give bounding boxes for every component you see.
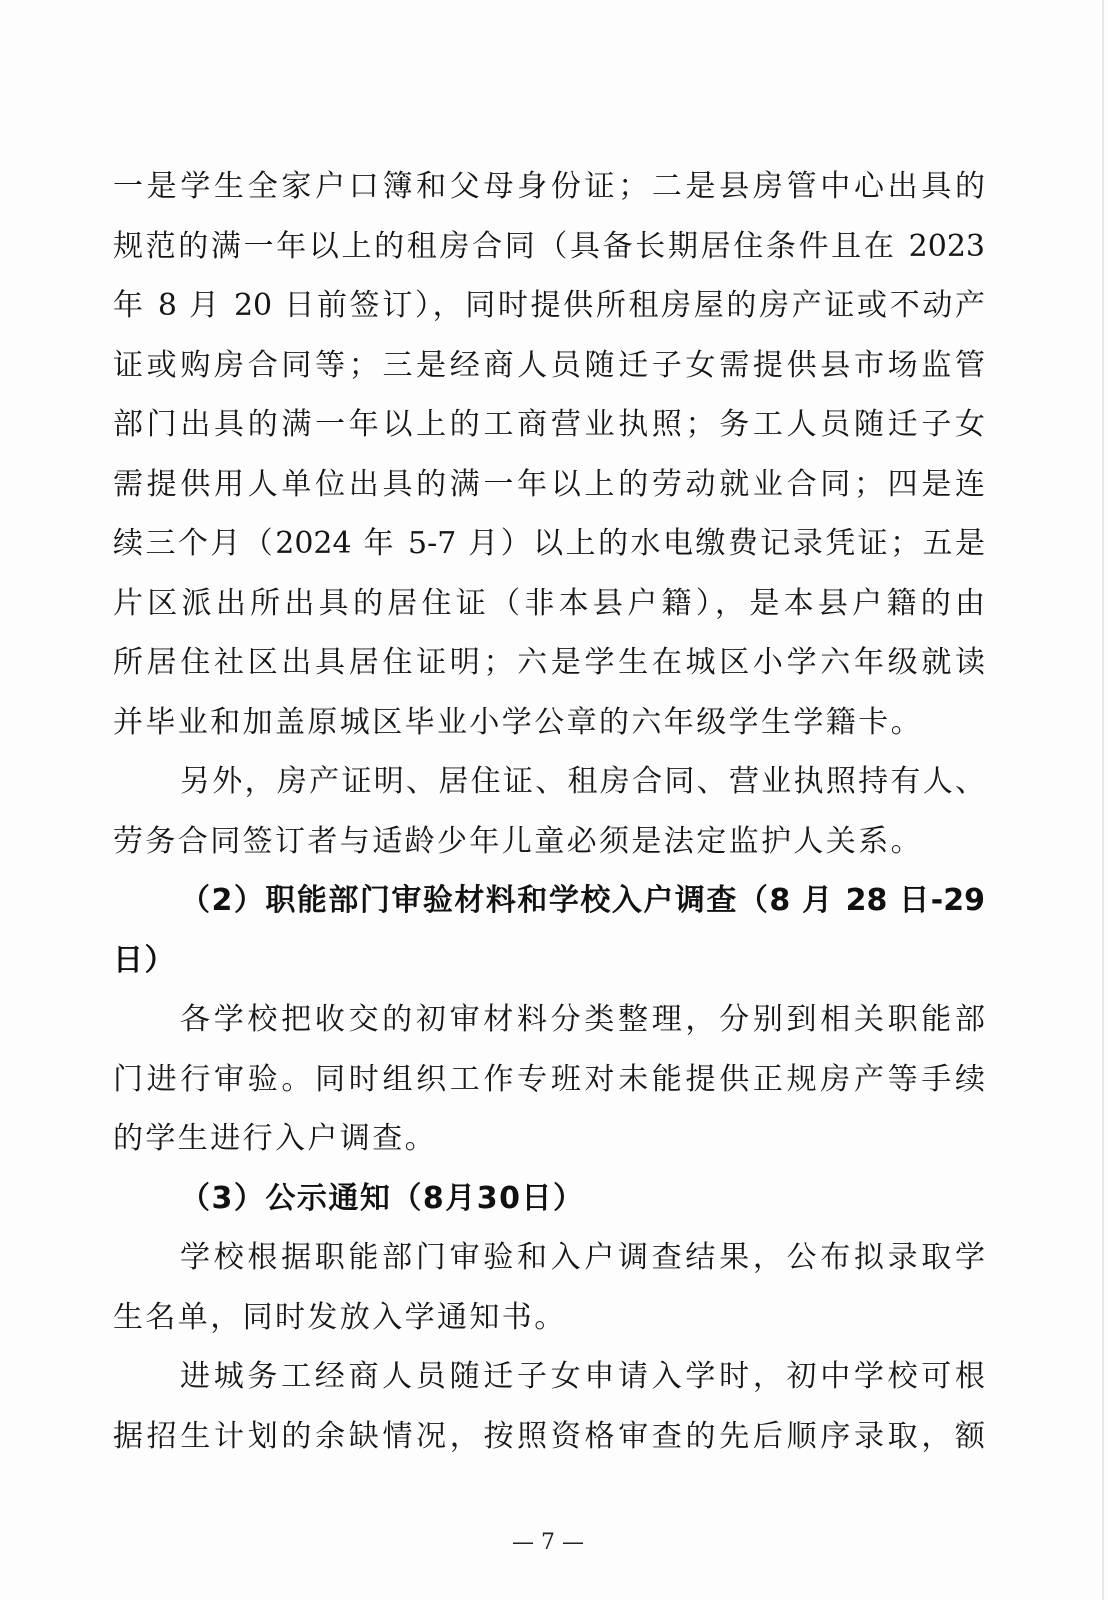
text-line: 所居住社区出具居住证明；六是学生在城区小学六年级就读 (113, 645, 985, 680)
page-number: — 7 — (512, 1530, 584, 1555)
text-line: 进城务工经商人员随迁子女申请入学时，初中学校可根 (180, 1359, 985, 1394)
paragraph-requirements (113, 157, 985, 752)
text-line: 的学生进行入户调查。 (113, 1121, 437, 1156)
document-body (113, 157, 985, 1466)
heading-line: （3）公示通知（8月30日） (180, 1180, 585, 1216)
text-line: 规范的满一年以上的租房合同（具备长期居住条件且在 2023 (113, 228, 985, 264)
text-line: 一是学生全家户口簿和父母身份证；二是县房管中心出具的 (113, 169, 985, 204)
paragraph-guardian-note (113, 752, 985, 871)
section-heading-review (113, 871, 985, 990)
heading-line: （2）职能部门审验材料和学校入户调查（8 月 28 日-29 (180, 883, 985, 918)
text-line: 证或购房合同等；三是经商人员随迁子女需提供县市场监管 (113, 347, 985, 383)
text-line: 并毕业和加盖原城区毕业小学公章的六年级学生学籍卡。 (113, 704, 923, 740)
text-line: 另外，房产证明、居住证、租房合同、营业执照持有人、 (180, 764, 985, 799)
text-line: 据招生计划的余缺情况，按照资格审查的先后顺序录取，额 (113, 1418, 985, 1454)
paragraph-notice (113, 1228, 985, 1347)
scan-edge (1102, 0, 1104, 1600)
text-line: 门进行审验。同时组织工作专班对未能提供正规房产等手续 (113, 1061, 985, 1097)
paragraph-migrant-admission (113, 1347, 985, 1466)
text-line: 各学校把收交的初审材料分类整理，分别到相关职能部 (180, 1002, 985, 1037)
section-heading-notice (113, 1169, 985, 1229)
text-line: 续三个月（2024 年 5-7 月）以上的水电缴费记录凭证；五是 (113, 526, 985, 561)
heading-line: 日） (113, 942, 176, 978)
text-line: 部门出具的满一年以上的工商营业执照；务工人员随迁子女 (113, 407, 985, 442)
text-line: 片区派出所出具的居住证（非本县户籍），是本县户籍的由 (113, 585, 985, 621)
text-line: 劳务合同签订者与适龄少年儿童必须是法定监护人关系。 (113, 823, 923, 859)
paragraph-review (113, 990, 985, 1169)
text-line: 年 8 月 20 日前签订），同时提供所租房屋的房产证或不动产 (113, 288, 985, 323)
text-line: 生名单，同时发放入学通知书。 (113, 1299, 567, 1335)
text-line: 学校根据职能部门审验和入户调查结果，公布拟录取学 (180, 1240, 985, 1275)
text-line: 需提供用人单位出具的满一年以上的劳动就业合同；四是连 (113, 466, 985, 502)
